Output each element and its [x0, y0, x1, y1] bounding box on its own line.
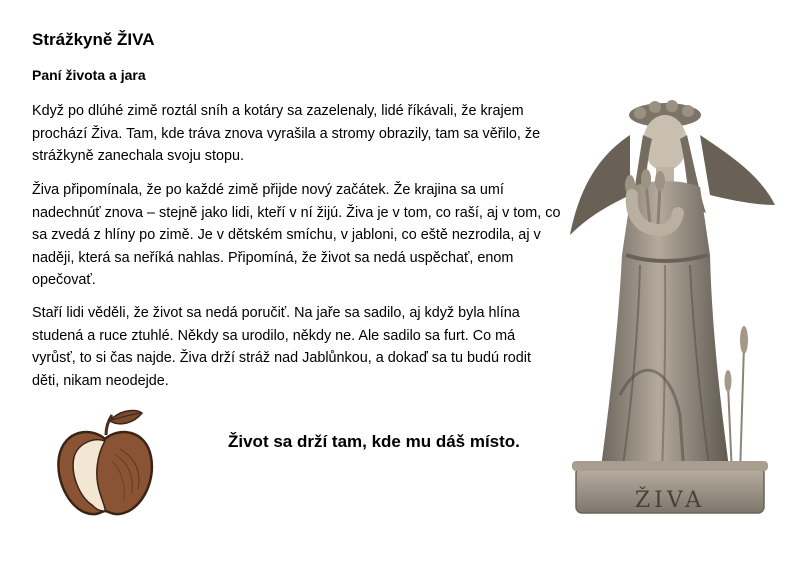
paragraph-3: Staří lidi věděli, že život sa nedá poručiť. Na jaře sa sadilo, aj když byla hlína studená a ruce ztuhlé. Někdy sa urodilo, někdy ne. Ale sadilo sa furt. Co má vyrůsť, to si čas najde. Živa drží stráž nad Jablůnkou, a dokaď sa tu budú rodit děti, nikam neodejde.	[32, 305, 531, 389]
paragraph-2: Živa připomínala, že po každé zimě přijde nový začátek. Že krajina sa umí nadechnúť znova – stejně jako lidi, kteří v ní žijú. Živa je v tom, co raší, aj v tom, co sa zvedá z hlíny po zimě. Je v dětském smíchu, v jabloni, co eště nezrodila, aj v naději, která sa neříká nahlas. Připomíná, že život sa nedá uspěchať, enom opečovať.	[32, 182, 561, 288]
statue-illustration	[560, 95, 780, 515]
paragraph-1: Když po dlúhé zimě roztál sníh a kotáry sa zazelenaly, lidé říkávali, že krajem prochází Živa. Tam, kde tráva znova vyrašila a stromy obrazily, tam sa věřilo, že strážkyně zanechala svoju stopu.	[32, 103, 541, 164]
statue-inscription: ŽIVA	[634, 488, 706, 513]
page-title: Strážkyně ŽIVA	[32, 30, 155, 49]
apple-icon	[50, 405, 160, 519]
page-subtitle: Paní života a jara	[32, 67, 146, 83]
statue-of-ziva	[560, 95, 780, 515]
closing-quote: Život sa drží tam, kde mu dáš místo.	[228, 432, 520, 451]
